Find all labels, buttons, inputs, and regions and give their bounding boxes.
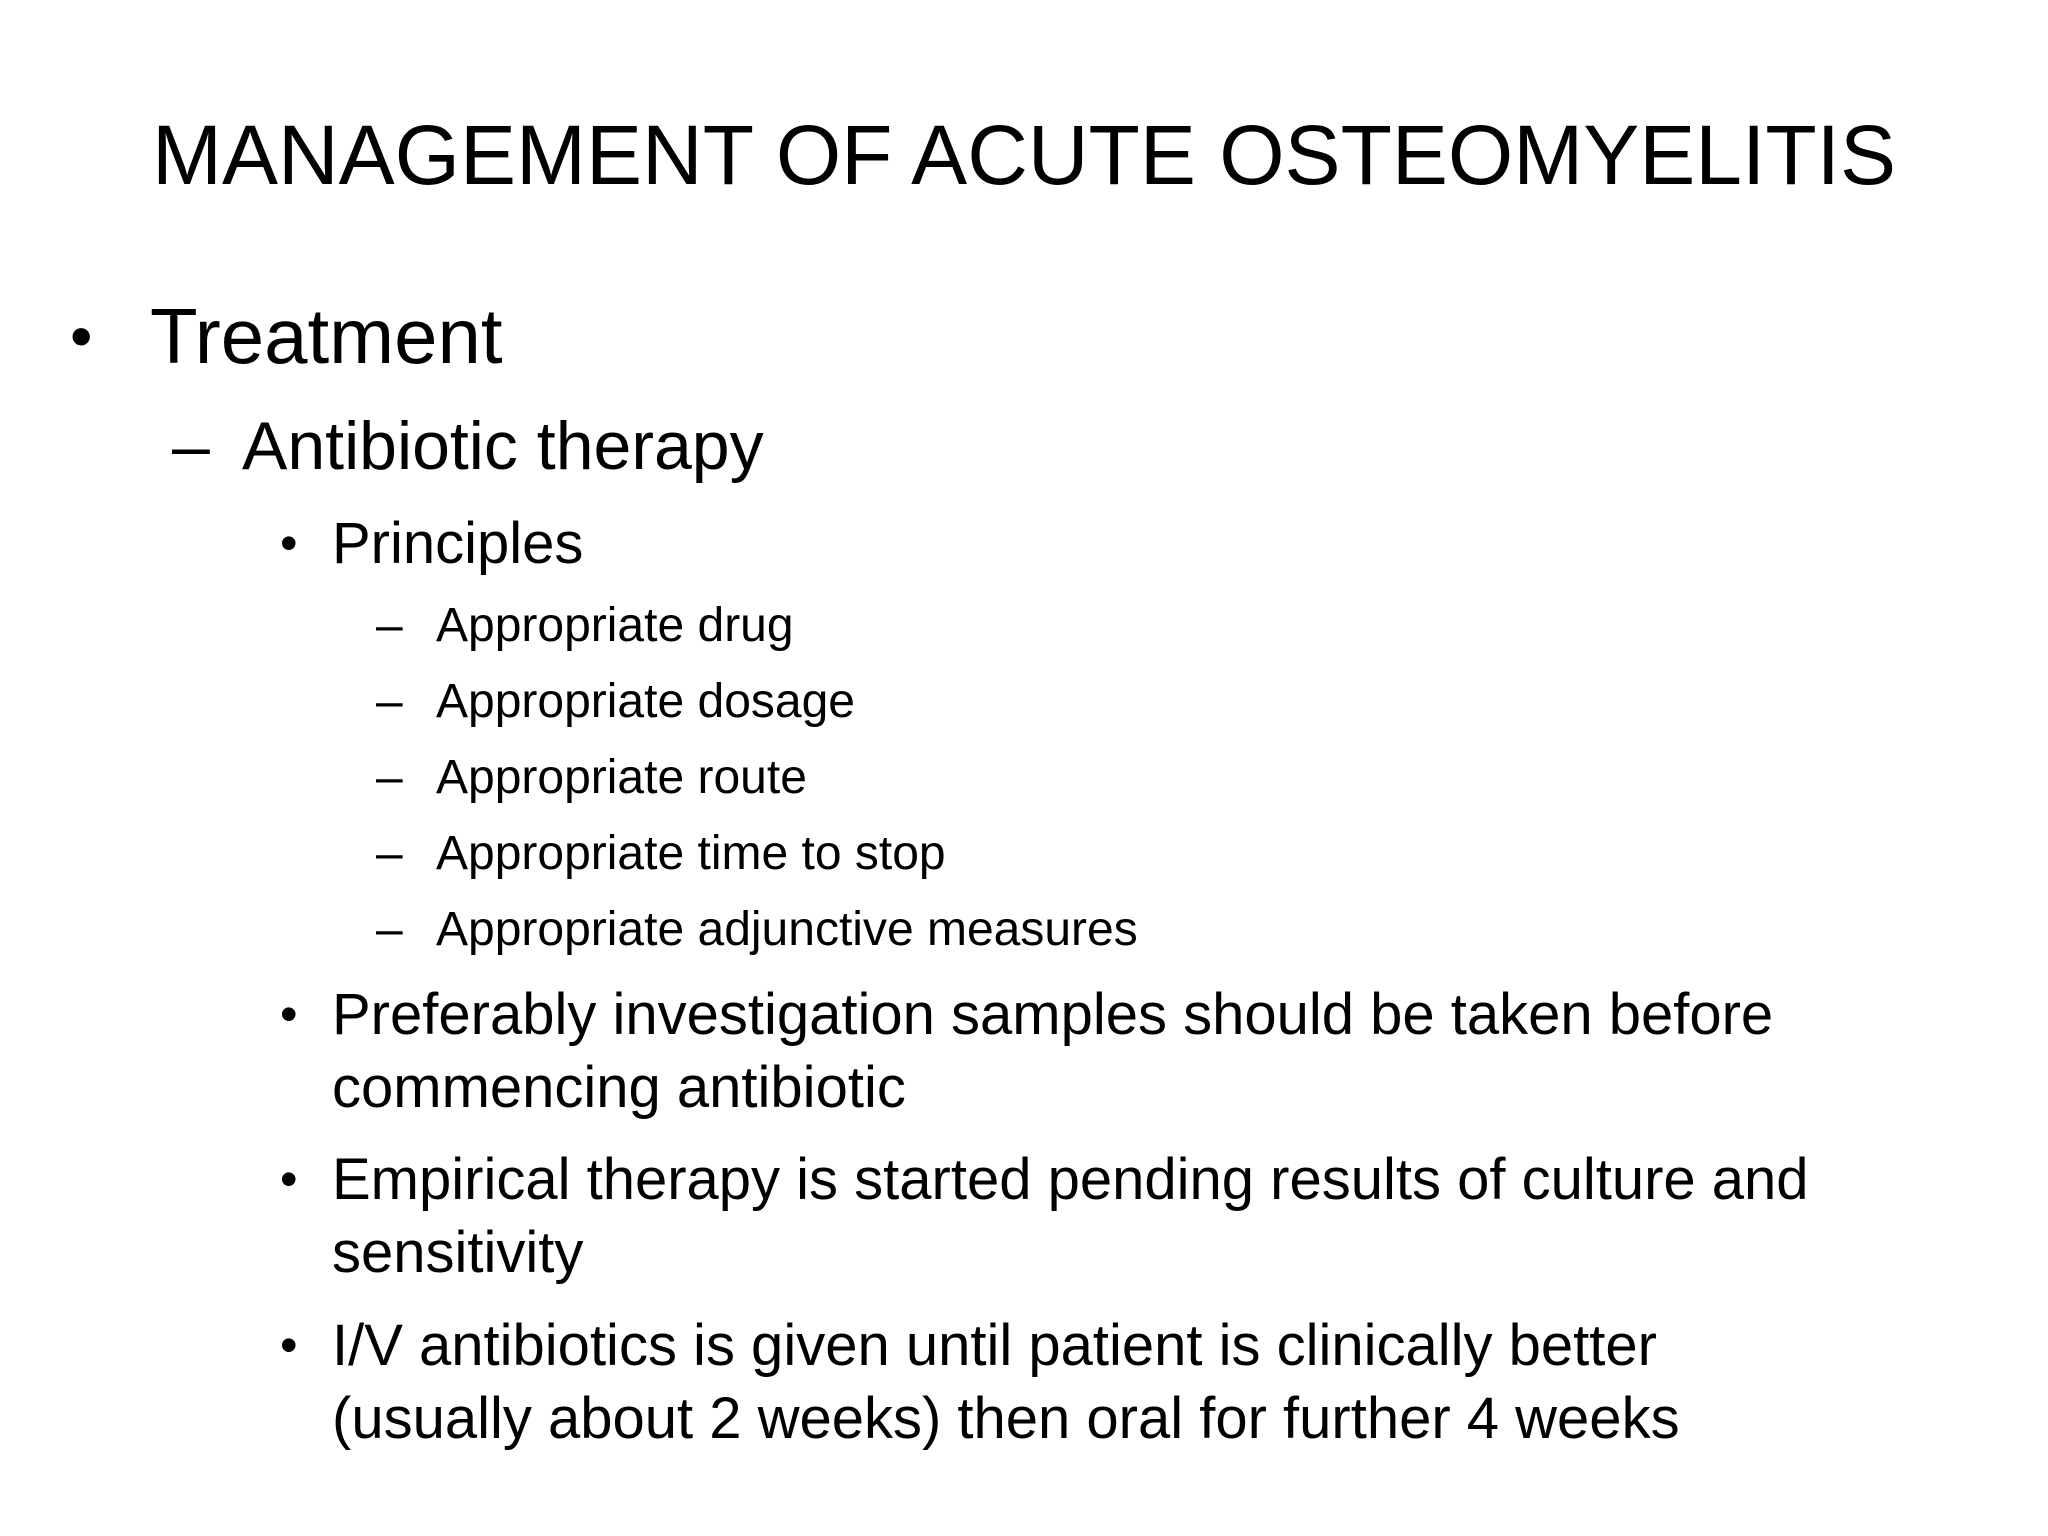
bullet-empirical-continued bbox=[332, 1216, 583, 1289]
dash-marker: – bbox=[376, 675, 403, 728]
dash-marker: – bbox=[376, 827, 403, 880]
principle-text: Appropriate drug bbox=[436, 599, 794, 652]
principle-item bbox=[376, 900, 1138, 960]
bullet-marker: • bbox=[70, 300, 93, 372]
principle-text: Appropriate adjunctive measures bbox=[436, 903, 1138, 956]
subitem-antibiotic-therapy bbox=[172, 404, 764, 488]
bullet-treatment bbox=[70, 288, 503, 384]
dash-marker: – bbox=[376, 751, 403, 804]
bullet-text: Treatment bbox=[150, 292, 503, 380]
principle-text: Appropriate time to stop bbox=[436, 827, 946, 880]
bullet-marker: • bbox=[280, 1317, 298, 1373]
bullet-text-line: I/V antibiotics is given until patient is clinically better bbox=[332, 1313, 1657, 1378]
dash-marker: – bbox=[376, 599, 403, 652]
bullet-text-line: commencing antibiotic bbox=[332, 1055, 906, 1120]
bullet-marker: • bbox=[280, 986, 298, 1042]
bullet-text: Principles bbox=[332, 511, 584, 576]
bullet-text-line: Preferably investigation samples should be taken before bbox=[332, 982, 1774, 1047]
bullet-marker: • bbox=[280, 1151, 298, 1207]
principle-item bbox=[376, 672, 855, 732]
bullet-iv-antibiotics-continued bbox=[332, 1382, 1680, 1455]
bullet-empirical bbox=[280, 1143, 1809, 1216]
bullet-principles bbox=[280, 507, 584, 580]
bullet-samples bbox=[280, 978, 1774, 1051]
bullet-text-line: sensitivity bbox=[332, 1220, 584, 1285]
principle-item bbox=[376, 824, 946, 884]
bullet-text-line: (usually about 2 weeks) then oral for further 4 weeks bbox=[332, 1386, 1680, 1451]
bullet-text-line: Empirical therapy is started pending results of culture and bbox=[332, 1147, 1809, 1212]
principle-item bbox=[376, 748, 807, 808]
principle-item bbox=[376, 596, 794, 656]
principle-text: Appropriate route bbox=[436, 751, 807, 804]
dash-marker: – bbox=[172, 408, 210, 484]
bullet-samples-continued bbox=[332, 1051, 906, 1124]
subitem-text: Antibiotic therapy bbox=[242, 408, 764, 484]
bullet-marker: • bbox=[280, 515, 298, 571]
slide-title: MANAGEMENT OF ACUTE OSTEOMYELITIS bbox=[151, 108, 1897, 202]
dash-marker: – bbox=[376, 903, 403, 956]
bullet-iv-antibiotics bbox=[280, 1309, 1657, 1382]
principle-text: Appropriate dosage bbox=[436, 675, 855, 728]
